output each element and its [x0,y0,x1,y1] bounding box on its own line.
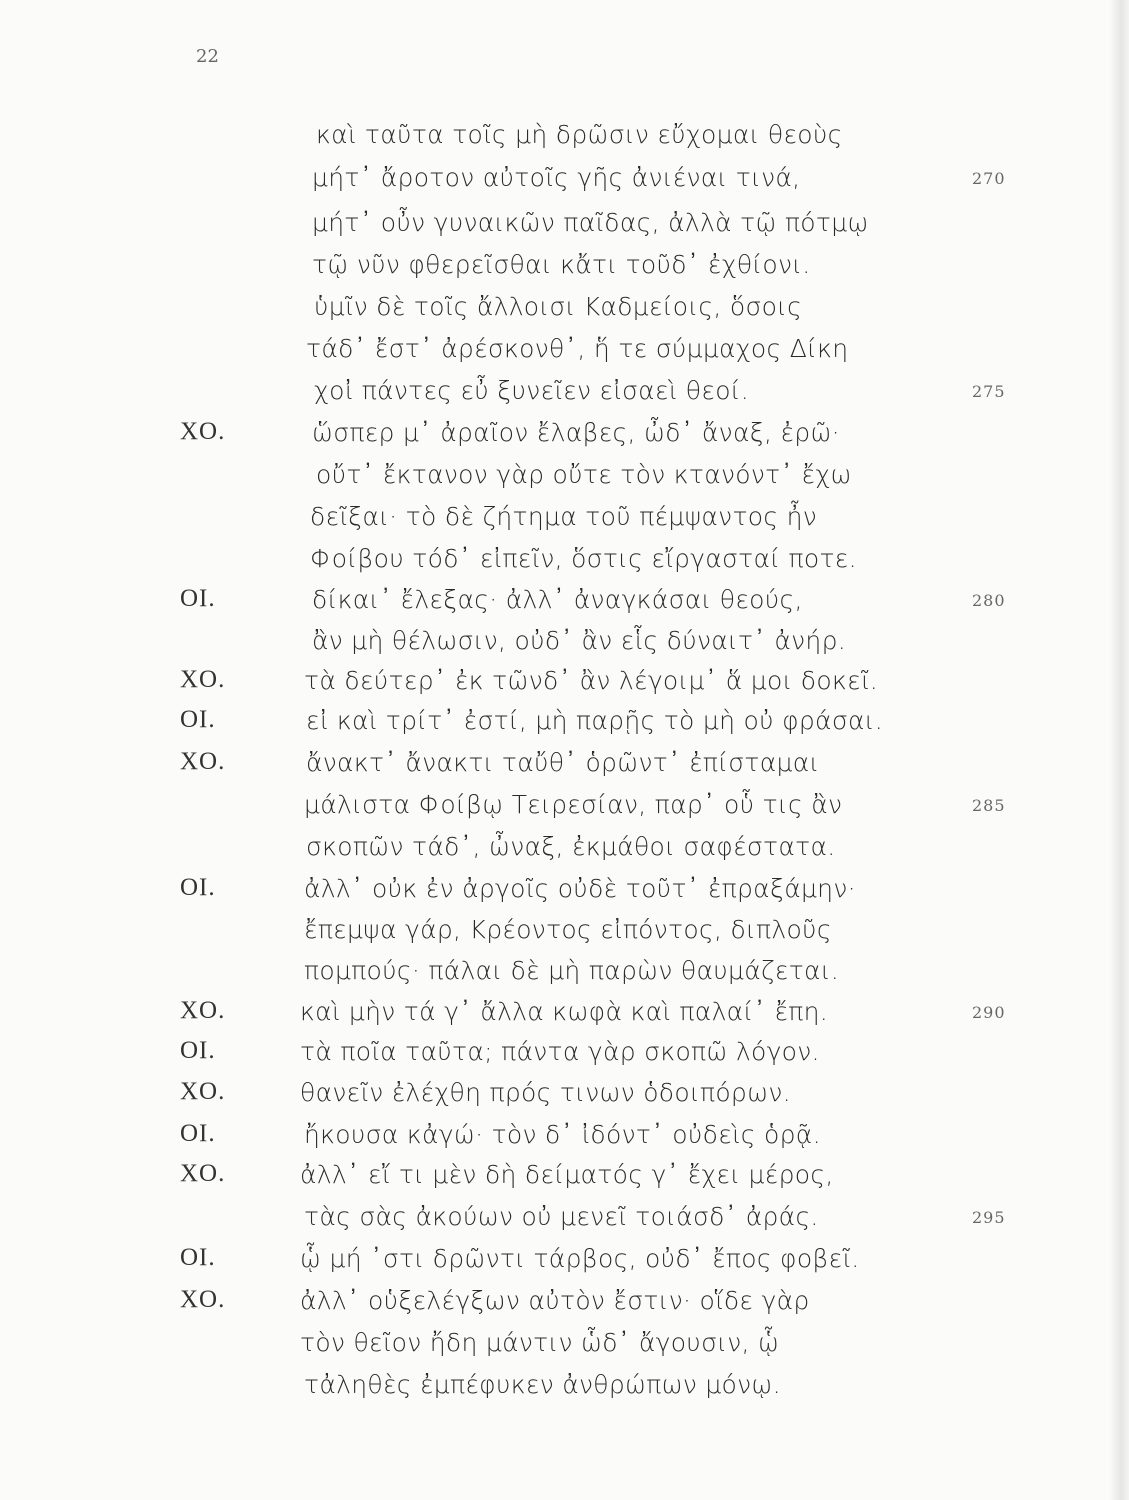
verse-text: τὸν θεῖον ἤδη μάντιν ὧδ᾽ ἄγουσιν, ᾧ [300,1328,780,1357]
line-number: 290 [972,1003,1006,1022]
verse-text: τάδ᾽ ἔστ᾽ ἀρέσκονθ᾽, ἥ τε σύμμαχος Δίκη [306,334,849,363]
verse-line [0,666,1129,706]
verse-text: Φοίβου τόδ᾽ εἰπεῖν, ὅστις εἴργασταί ποτε. [310,544,857,573]
verse-line [0,376,1129,416]
verse-line [0,956,1129,996]
verse-line [0,626,1129,666]
line-number: 285 [972,796,1006,815]
verse-text: μήτ᾽ ἄροτον αὐτοῖς γῆς ἀνιέναι τινά, [312,163,801,192]
speaker-label: ΧΟ. [180,418,226,445]
verse-line [0,585,1129,625]
verse-line [0,1037,1129,1077]
verse-line [0,997,1129,1037]
verse-text: πομπούς· πάλαι δὲ μὴ παρὼν θαυμάζεται. [304,956,840,985]
speaker-label: ΧΟ. [180,748,226,775]
verse-text: τὰ ποῖα ταῦτα; πάντα γὰρ σκοπῶ λόγον. [300,1037,820,1066]
speaker-label: ΟΙ. [180,1244,216,1271]
verse-line [0,1120,1129,1160]
verse-line [0,706,1129,746]
verse-text: ᾧ μή ᾽στι δρῶντι τάρβος, οὐδ᾽ ἔπος φοβεῖ. [300,1244,860,1273]
verse-text: σκοπῶν τάδ᾽, ὦναξ, ἐκμάθοι σαφέστατα. [306,832,836,861]
verse-text: ὥσπερ μ᾽ ἀραῖον ἔλαβες, ὦδ᾽ ἄναξ, ἐρῶ· [312,418,840,447]
verse-text: μάλιστα Φοίβῳ Τειρεσίαν, παρ᾽ οὗ τις ἂν [304,790,843,819]
verse-text: τῷ νῦν φθερεῖσθαι κἄτι τοῦδ᾽ ἐχθίονι. [312,250,811,279]
verse-text: οὔτ᾽ ἔκτανον γὰρ οὔτε τὸν κτανόντ᾽ ἔχω [316,460,852,489]
verse-line [0,1078,1129,1118]
speaker-label: ΟΙ. [180,1037,216,1064]
page-number: 22 [196,46,219,67]
verse-line [0,418,1129,458]
line-number: 270 [972,169,1006,188]
verse-text: ἤκουσα κἀγώ· τὸν δ᾽ ἰδόντ᾽ οὐδεὶς ὁρᾷ. [304,1120,821,1149]
verse-text: καὶ μὴν τά γ᾽ ἄλλα κωφὰ καὶ παλαί᾽ ἔπη. [300,997,829,1026]
verse-line [0,1286,1129,1326]
verse-text: δίκαι᾽ ἔλεξας· ἀλλ᾽ ἀναγκάσαι θεούς, [312,585,803,614]
line-number: 295 [972,1208,1006,1227]
verse-line [0,460,1129,500]
verse-line [0,790,1129,830]
verse-line [0,334,1129,374]
verse-line [0,120,1129,160]
speaker-label: ΧΟ. [180,1078,226,1105]
verse-line [0,1202,1129,1242]
speaker-label: ΧΟ. [180,1286,226,1313]
speaker-label: ΟΙ. [180,585,216,612]
verse-text: ἔπεμψα γάρ, Κρέοντος εἰπόντος, διπλοῦς [304,915,832,944]
verse-line [0,292,1129,332]
verse-line [0,208,1129,248]
verse-text: εἰ καὶ τρίτ᾽ ἐστί, μὴ παρῇς τὸ μὴ οὐ φράσαι. [306,706,883,735]
speaker-label: ΟΙ. [180,706,216,733]
line-number: 275 [972,382,1006,401]
speaker-label: ΟΙ. [180,874,216,901]
verse-line [0,915,1129,955]
verse-text: χοἰ πάντες εὖ ξυνεῖεν εἰσαεὶ θεοί. [314,376,750,405]
verse-line [0,1160,1129,1200]
line-number: 280 [972,591,1006,610]
speaker-label: ΧΟ. [180,997,226,1024]
verse-line [0,832,1129,872]
verse-line [0,502,1129,542]
verse-text: τὰ δεύτερ᾽ ἐκ τῶνδ᾽ ἂν λέγοιμ᾽ ἅ μοι δοκεῖ. [304,666,878,695]
speaker-label: ΟΙ. [180,1120,216,1147]
verse-text: ἄνακτ᾽ ἄνακτι ταὔθ᾽ ὁρῶντ᾽ ἐπίσταμαι [306,748,820,777]
verse-line [0,1370,1129,1410]
verse-line [0,874,1129,914]
verse-text: μήτ᾽ οὖν γυναικῶν παῖδας, ἀλλὰ τῷ πότμῳ [312,208,869,237]
verse-line [0,748,1129,788]
verse-line [0,163,1129,203]
verse-text: θανεῖν ἐλέχθη πρός τινων ὁδοιπόρων. [300,1078,791,1107]
verse-line [0,544,1129,584]
speaker-label: ΧΟ. [180,666,226,693]
verse-text: καὶ ταῦτα τοῖς μὴ δρῶσιν εὔχομαι θεοὺς [316,120,843,149]
verse-text: τἀληθὲς ἐμπέφυκεν ἀνθρώπων μόνῳ. [304,1370,781,1399]
verse-text: δεῖξαι· τὸ δὲ ζήτημα τοῦ πέμψαντος ἦν [310,502,818,531]
verse-text: ἂν μὴ θέλωσιν, οὐδ᾽ ἂν εἷς δύναιτ᾽ ἀνήρ. [312,626,846,655]
verse-text: ὑμῖν δὲ τοῖς ἄλλοισι Καδμείοις, ὅσοις [314,292,803,321]
verse-line [0,1244,1129,1284]
verse-text: ἀλλ᾽ εἴ τι μὲν δὴ δείματός γ᾽ ἔχει μέρος, [300,1160,834,1189]
verse-line [0,250,1129,290]
verse-text: ἀλλ᾽ οὑξελέγξων αὐτὸν ἔστιν· οἵδε γὰρ [300,1286,810,1315]
verse-line [0,1328,1129,1368]
verse-text: τὰς σὰς ἀκούων οὐ μενεῖ τοιάσδ᾽ ἀράς. [304,1202,819,1231]
speaker-label: ΧΟ. [180,1160,226,1187]
verse-text: ἀλλ᾽ οὐκ ἐν ἀργοῖς οὐδὲ τοῦτ᾽ ἐπραξάμην· [304,874,856,903]
